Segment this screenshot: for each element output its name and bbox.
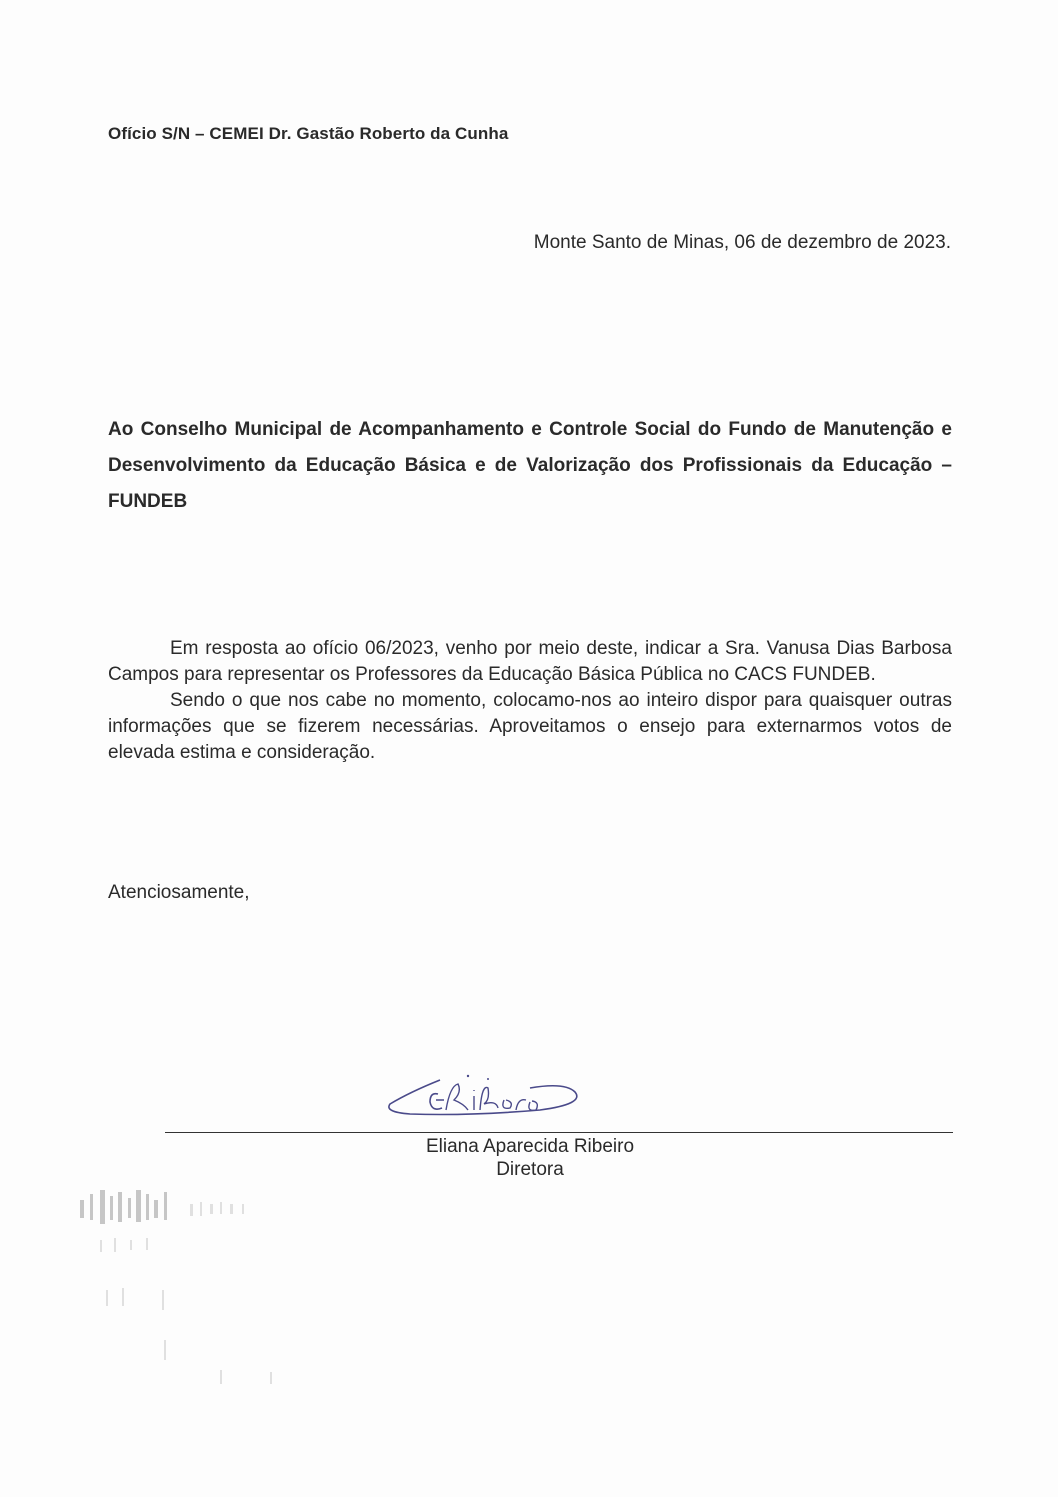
body-paragraph: Sendo o que nos cabe no momento, colocamo-nos ao inteiro dispor para quaisquer outras informações que se fizerem necessárias. Aproveitamos o ensejo para externarmos votos de elevada estima e consideração. [108,690,952,763]
recipient-block: Ao Conselho Municipal de Acompanhamento e Controle Social do Fundo de Manutenção e Desenvolvimento da Educação Básica e de Valorização dos Profissionais da Educação – FUNDEB [108,419,952,512]
oficio-header: Ofício S/N – CEMEI Dr. Gastão Roberto da Cunha [108,124,509,143]
signer-role: Diretora [496,1159,564,1180]
place-date: Monte Santo de Minas, 06 de dezembro de 2023. [533,232,951,253]
handwritten-signature [380,1070,590,1130]
scan-artifact [70,1180,290,1410]
signature-line [165,1132,953,1133]
signer-name: Eliana Aparecida Ribeiro [425,1136,635,1157]
body-paragraph: Em resposta ao ofício 06/2023, venho por meio deste, indicar a Sra. Vanusa Dias Barbosa Campos para representar os Professores da Educação Básica Pública no CACS FUNDEB. [108,638,952,685]
closing-salutation: Atenciosamente, [108,882,250,903]
letter-body [108,636,952,766]
